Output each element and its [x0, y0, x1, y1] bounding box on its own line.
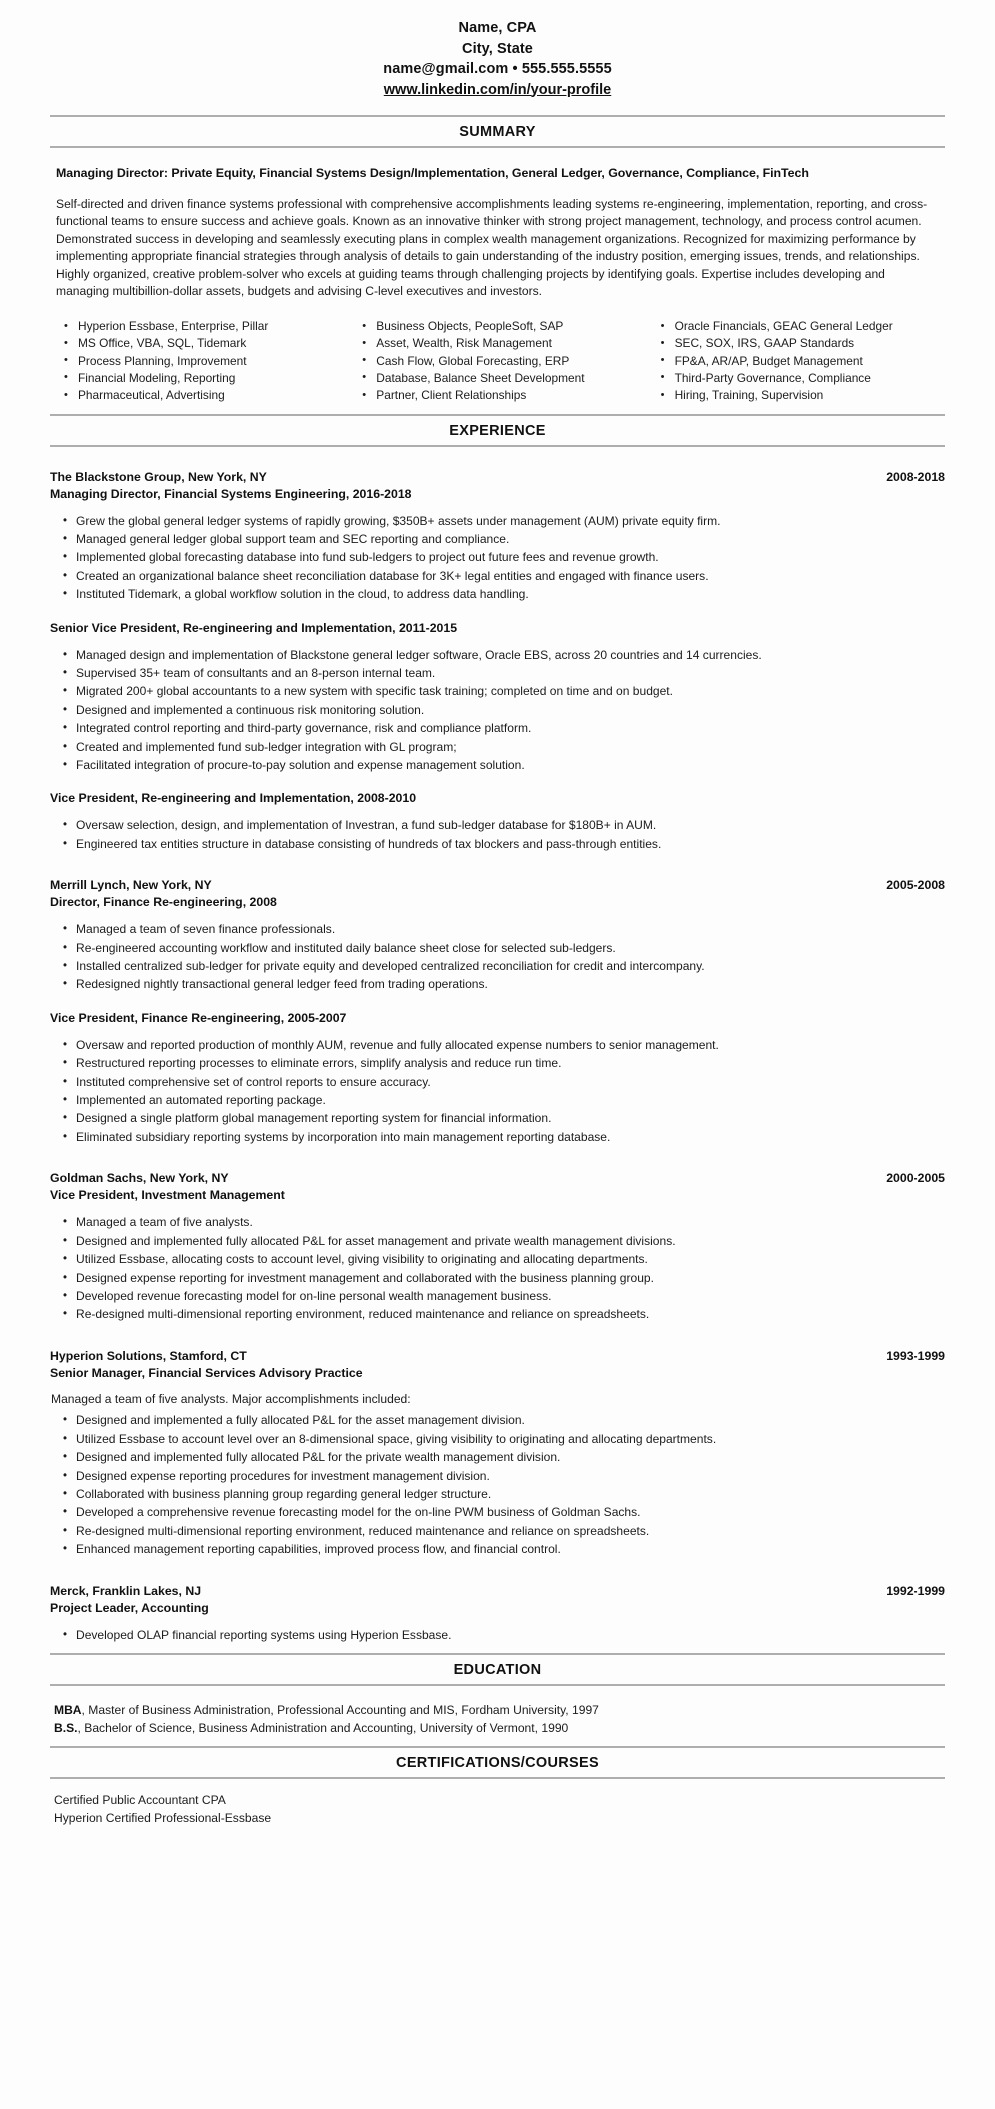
bullet-list — [50, 920, 945, 994]
bullet-item: • Facilitated integration of procure-to-pay solution and expense management solution. — [76, 756, 945, 774]
experience-entry-header — [50, 469, 945, 486]
skills-columns — [50, 318, 945, 404]
employer-name: Merrill Lynch, New York, NY — [50, 878, 212, 893]
employment-dates: 1992-1999 — [886, 1583, 945, 1598]
employment-dates: 1993-1999 — [886, 1348, 945, 1363]
bullet-item: • Instituted Tidemark, a global workflow solution in the cloud, to address data handling. — [76, 585, 945, 603]
prior-role — [50, 790, 945, 853]
employer-name: Merck, Franklin Lakes, NJ — [50, 1583, 202, 1598]
bullet-item: • Utilized Essbase to account level over an 8-dimensional space, giving visibility to originating and allocating departments. — [76, 1430, 945, 1448]
bullet-list — [50, 1411, 945, 1558]
summary-paragraph: Self-directed and driven finance systems professional with comprehensive accomplishments leading systems re-engineering, implementation, reporting, and cross-functional teams to ensure success and achieve goals. Known as an innovative thinker with strong project management, technology, and process control acumen. Demonstrated success in developing and seamlessly executing plans in complex wealth management organizations. Recognized for maximizing performance by implementing appropriate financial strategies through analysis of details to gain understanding of the industry position, emerging issues, trends, and relationships. Highly organized, creative problem-solver who excels at guiding teams through challenging projects by identifying goals. Expertise includes developing and managing multibillion-dollar assets, budgets and advising C-level executives and investors. — [56, 196, 928, 299]
job-title: Vice President, Investment Management — [50, 1188, 285, 1203]
bullet-item: • Implemented global forecasting database into fund sub-ledgers to project out future fees and revenue growth. — [76, 548, 945, 566]
bullet-list — [50, 512, 945, 604]
employer-name: Hyperion Solutions, Stamford, CT — [50, 1348, 247, 1363]
experience-entry — [50, 877, 945, 1146]
prior-role-title: Vice President, Re-engineering and Implementation, 2008-2010 — [50, 791, 417, 806]
bullet-list — [50, 646, 945, 775]
experience-entry-header — [50, 877, 945, 894]
experience-entry-header — [50, 1583, 945, 1600]
linkedin-link[interactable]: www.linkedin.com/in/your-profile — [383, 81, 612, 98]
bullet-item: • Oversaw and reported production of monthly AUM, revenue and fully allocated expense numbers to senior management. — [76, 1036, 945, 1054]
bullet-item: • Redesigned nightly transactional general ledger feed from trading operations. — [76, 975, 945, 993]
experience-entry — [50, 1583, 945, 1644]
employer-name: Goldman Sachs, New York, NY — [50, 1171, 229, 1186]
prior-role-title: Vice President, Finance Re-engineering, 2005-2007 — [50, 1010, 347, 1025]
bullet-item: • Designed a single platform global management reporting system for financial information. — [76, 1109, 945, 1127]
skill-item: • Database, Balance Sheet Development — [376, 370, 646, 387]
skill-item: • Financial Modeling, Reporting — [78, 370, 348, 387]
section-heading-experience: EXPERIENCE — [50, 414, 945, 447]
degree-abbrev: B.S. — [54, 1721, 78, 1736]
skill-item: • Third-Party Governance, Compliance — [675, 370, 945, 387]
skills-column-3 — [647, 318, 945, 404]
experience-entry — [50, 469, 945, 854]
bullet-item: • Managed design and implementation of Blackstone general ledger software, Oracle EBS, across 20 countries and 14 currencies. — [76, 646, 945, 664]
skill-item: • Oracle Financials, GEAC General Ledger — [675, 318, 945, 335]
bullet-item: • Oversaw selection, design, and implementation of Investran, a fund sub-ledger database for $180B+ in AUM. — [76, 816, 945, 834]
candidate-contact: name@gmail.com • 555.555.5555 — [383, 61, 612, 77]
employment-dates: 2008-2018 — [886, 469, 945, 484]
experience-entry — [50, 1348, 945, 1559]
resume-header — [50, 18, 945, 101]
candidate-name: Name, CPA — [458, 20, 537, 36]
bullet-item: • Enhanced management reporting capabilities, improved process flow, and financial control. — [76, 1540, 945, 1558]
employment-dates: 2005-2008 — [886, 878, 945, 893]
section-heading-certifications: CERTIFICATIONS/COURSES — [50, 1746, 945, 1779]
bullet-item: • Managed general ledger global support team and SEC reporting and compliance. — [76, 530, 945, 548]
bullet-item: • Designed and implemented a fully allocated P&L for the asset management division. — [76, 1411, 945, 1429]
skill-item: • Business Objects, PeopleSoft, SAP — [376, 318, 646, 335]
bullet-item: • Designed and implemented fully allocated P&L for the private wealth management division. — [76, 1448, 945, 1466]
skill-item: • Pharmaceutical, Advertising — [78, 387, 348, 404]
certifications-section — [50, 1791, 945, 1827]
certification-entry: Hyperion Certified Professional-Essbase — [54, 1811, 272, 1826]
bullet-item: • Developed revenue forecasting model for on-line personal wealth management business. — [76, 1287, 945, 1305]
skill-item: • Process Planning, Improvement — [78, 353, 348, 370]
bullet-item: • Utilized Essbase, allocating costs to account level, giving visibility to originating and allocating departments. — [76, 1250, 945, 1268]
prior-role — [50, 1010, 945, 1146]
job-title: Senior Manager, Financial Services Advisory Practice — [50, 1365, 363, 1380]
summary-section — [50, 166, 945, 405]
employment-dates: 2000-2005 — [886, 1171, 945, 1186]
skill-item: • SEC, SOX, IRS, GAAP Standards — [675, 335, 945, 352]
bullet-item: • Implemented an automated reporting package. — [76, 1091, 945, 1109]
skill-item: • FP&A, AR/AP, Budget Management — [675, 353, 945, 370]
job-title: Managing Director, Financial Systems Engineering, 2016-2018 — [50, 486, 412, 501]
bullet-item: • Installed centralized sub-ledger for private equity and developed centralized reconciliation for credit and intercompany. — [76, 957, 945, 975]
bullet-item: • Migrated 200+ global accountants to a new system with specific task training; completed on time and on budget. — [76, 682, 945, 700]
skill-item: • Hyperion Essbase, Enterprise, Pillar — [78, 318, 348, 335]
job-title: Director, Finance Re-engineering, 2008 — [50, 895, 277, 910]
bullet-item: • Designed and implemented fully allocated P&L for asset management and private wealth management divisions. — [76, 1232, 945, 1250]
bullet-item: • Collaborated with business planning group regarding general ledger structure. — [76, 1485, 945, 1503]
skills-column-2 — [348, 318, 646, 404]
bullet-item: • Designed and implemented a continuous risk monitoring solution. — [76, 701, 945, 719]
skill-item: • Asset, Wealth, Risk Management — [376, 335, 646, 352]
bullet-item: • Supervised 35+ team of consultants and an 8-person internal team. — [76, 664, 945, 682]
skill-item: • MS Office, VBA, SQL, Tidemark — [78, 335, 348, 352]
certification-entry: Certified Public Accountant CPA — [54, 1793, 226, 1808]
skill-item: • Partner, Client Relationships — [376, 387, 646, 404]
experience-entry — [50, 1170, 945, 1323]
bullet-item: • Designed expense reporting procedures for investment management division. — [76, 1467, 945, 1485]
prior-role-title: Senior Vice President, Re-engineering and Implementation, 2011-2015 — [50, 620, 458, 635]
employer-name: The Blackstone Group, New York, NY — [50, 469, 267, 484]
bullet-item: • Managed a team of five analysts. — [76, 1213, 945, 1231]
bullet-item: • Designed expense reporting for investment management and collaborated with the business planning group. — [76, 1269, 945, 1287]
experience-section — [50, 469, 945, 1644]
section-heading-summary: SUMMARY — [50, 115, 945, 148]
skill-item: • Hiring, Training, Supervision — [675, 387, 945, 404]
experience-entry-header — [50, 1348, 945, 1365]
candidate-location: City, State — [462, 40, 533, 57]
bullet-list — [50, 1036, 945, 1146]
bullet-item: • Eliminated subsidiary reporting systems by incorporation into main management reporting database. — [76, 1128, 945, 1146]
bullet-item: • Managed a team of seven finance professionals. — [76, 920, 945, 938]
bullet-item: • Re-designed multi-dimensional reporting environment, reduced maintenance and reliance on spreadsheets. — [76, 1522, 945, 1540]
skill-item: • Cash Flow, Global Forecasting, ERP — [376, 353, 646, 370]
bullet-item: • Integrated control reporting and third-party governance, risk and compliance platform. — [76, 719, 945, 737]
bullet-list — [50, 816, 945, 853]
bullet-item: • Restructured reporting processes to eliminate errors, simplify analysis and reduce run time. — [76, 1054, 945, 1072]
bullet-item: • Instituted comprehensive set of control reports to ensure accuracy. — [76, 1073, 945, 1091]
degree-abbrev: MBA — [54, 1702, 82, 1717]
role-intro-text: Managed a team of five analysts. Major accomplishments included: — [51, 1391, 411, 1406]
summary-tagline: Managing Director: Private Equity, Financial Systems Design/Implementation, General Ledger, Governance, Compliance, FinTech — [56, 165, 809, 180]
experience-entry-header — [50, 1170, 945, 1187]
section-heading-education: EDUCATION — [50, 1653, 945, 1686]
bullet-list — [50, 1626, 945, 1644]
bullet-item: • Created an organizational balance sheet reconciliation database for 3K+ legal entities and engaged with finance users. — [76, 567, 945, 585]
bullet-item: • Re-engineered accounting workflow and instituted daily balance sheet close for selected sub-ledgers. — [76, 939, 945, 957]
education-section — [50, 1701, 945, 1737]
skills-column-1 — [50, 318, 348, 404]
bullet-item: • Created and implemented fund sub-ledger integration with GL program; — [76, 738, 945, 756]
bullet-item: • Grew the global general ledger systems of rapidly growing, $350B+ assets under management (AUM) private equity firm. — [76, 512, 945, 530]
bullet-list — [50, 1213, 945, 1323]
education-entry: B.S., Bachelor of Science, Business Administration and Accounting, University of Vermont, 1990 — [54, 1721, 569, 1736]
bullet-item: • Re-designed multi-dimensional reporting environment, reduced maintenance and reliance on spreadsheets. — [76, 1305, 945, 1323]
prior-role — [50, 620, 945, 775]
bullet-item: • Developed OLAP financial reporting systems using Hyperion Essbase. — [76, 1626, 945, 1644]
job-title: Project Leader, Accounting — [50, 1600, 209, 1615]
bullet-item: • Developed a comprehensive revenue forecasting model for the on-line PWM business of Goldman Sachs. — [76, 1503, 945, 1521]
bullet-item: • Engineered tax entities structure in database consisting of hundreds of tax blockers and pass-through entities. — [76, 835, 945, 853]
education-entry: MBA, Master of Business Administration, Professional Accounting and MIS, Fordham University, 1997 — [54, 1702, 599, 1717]
